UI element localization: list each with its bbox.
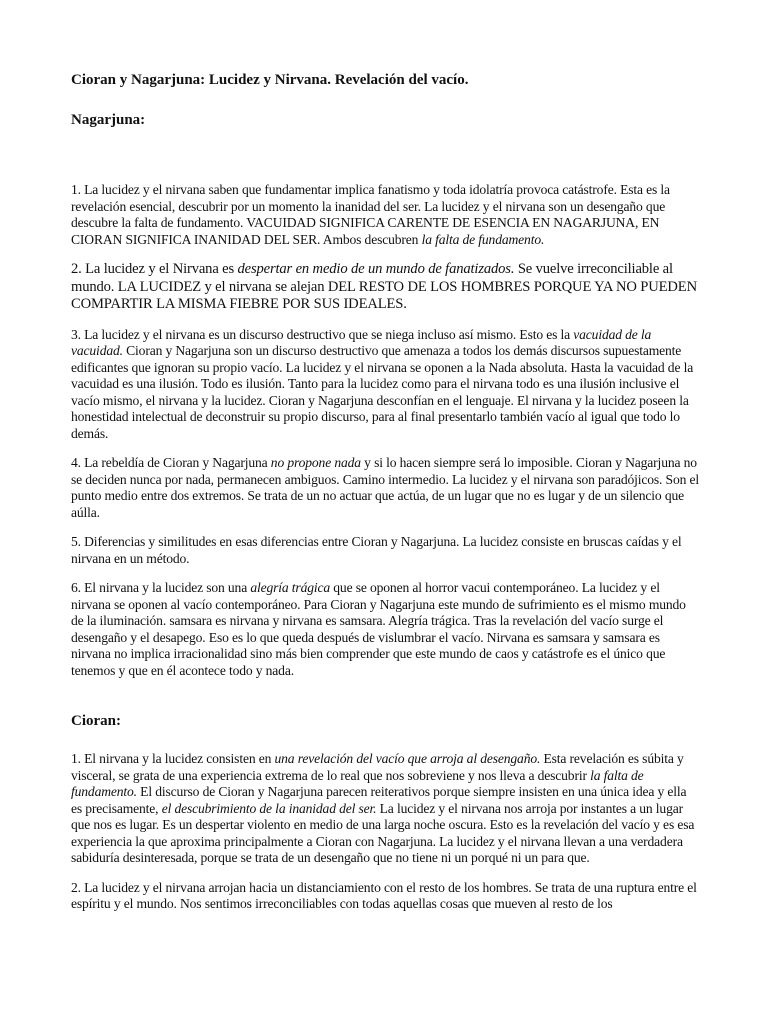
italic-phrase: una revelación del vacío que arroja al desengaño. [274,751,541,766]
text-segment: El discurso de Cioran y Nagarjuna parecen reiterativos porque siempre insisten en una única idea y ella es precisamente, [71,784,687,816]
text-segment: 2. La lucidez y el nirvana arrojan hacia un distanciamiento con el resto de los hombres. Se trata de una ruptura entre el espíritu y el mundo. Nos sentimos irreconciliables con todas aquellas cosas que mueven al resto de los [71,879,697,911]
paragraph-n3 [71,327,699,443]
document-title: Cioran y Nagarjuna: Lucidez y Nirvana. Revelación del vacío. [71,72,469,88]
paragraph-c2 [71,880,699,913]
text-segment: Se vuelve irreconciliable al mundo. LA LUCIDEZ y el nirvana se alejan DEL RESTO DE LOS HOMBRES PORQUE YA NO PUEDEN COMPARTIR LA MISMA FIEBRE POR SUS IDEALES. [71,261,697,312]
text-segment: 2. La lucidez y el Nirvana es [71,261,238,277]
italic-phrase: alegría trágica [250,580,331,595]
italic-phrase: despertar en medio de un mundo de fanatizados. [237,261,515,277]
document-page [71,70,699,913]
section-heading-nagarjuna: Nagarjuna: [71,112,146,128]
paragraph-c1 [71,751,699,867]
italic-phrase: la falta de fundamento. [71,767,644,799]
italic-phrase: el descubrimiento de la inanidad del ser. [161,800,377,816]
text-segment: Esta revelación es súbita y visceral, se grata de una experiencia extrema de lo real que nos sobreviene y nos lleva a descubrir [71,751,684,783]
text-segment: que se oponen al horror vacui contemporáneo. La lucidez y el nirvana se oponen al vacío contemporáneo. Para Cioran y Nagarjuna este mundo de sufrimiento es el mismo mundo de la iluminación. samsara es nirvana y nirvana es samsara. Alegría trágica. Tras la revelación del vacío surge el desengaño y el desapego. Eso es lo que queda después de vislumbrar el vacío. Nirvana es samsara y samsara es nirvana no implica irracionalidad sino más bien comprender que este mundo de caos y catástrofe es el único que tenemos y que en él acontece todo y nada. [71,580,686,678]
italic-phrase: la falta de fundamento. [421,231,545,247]
italic-phrase: vacuidad de la vacuidad. [71,326,652,358]
paragraph-n5 [71,534,699,567]
text-segment: 5. Diferencias y similitudes en esas diferencias entre Cioran y Nagarjuna. La lucidez consiste en bruscas caídas y el nirvana en un método. [71,534,682,566]
text-segment: 1. El nirvana y la lucidez consisten en [71,751,275,766]
text-segment: 1. La lucidez y el nirvana saben que fundamentar implica fanatismo y toda idolatría provoca catástrofe. Esta es la revelación esencial, descubrir por un momento la inanidad del ser. La lucidez y el nirvana son un desengaño que descubre la falta de fundamento. VACUIDAD SIGNIFICA CARENTE DE ESENCIA EN NAGARJUNA, EN CIORAN SIGNIFICA INANIDAD DEL SER. Ambos descubren [71,182,670,247]
text-segment: 6. El nirvana y la lucidez son una [71,580,251,595]
paragraph-n6 [71,580,699,679]
paragraph-n1 [71,182,699,248]
section-heading-cioran: Cioran: [71,713,121,729]
text-segment: La lucidez y el nirvana nos arroja por instantes a un lugar que nos es lugar. Es un despertar violento en medio de una larga noche oscura. Esto es la revelación del vacío y es esa experiencia la que aproxima principalmente a Cioran con Nagarjuna. La lucidez y el nirvana llevan a una verdadera sabiduría desinteresada, porque se trata de un desengaño que no tiene ni un porqué ni un para que. [71,800,695,865]
text-segment: Cioran y Nagarjuna son un discurso destructivo que amenaza a todos los demás discursos supuestamente edificantes que ignoran su propio vacío. La lucidez y el nirvana se oponen a la Nada absoluta. Hasta la vacuidad de la vacuidad es una ilusión. Todo es ilusión. Tanto para la lucidez como para el nirvana todo es una ilusión inclusive el vacío mismo, el nirvana y la lucidez. Cioran y Nagarjuna desconfían en el lenguaje. El nirvana y la lucidez poseen la honestidad intelectual de deconstruir su propio discurso, para al final presentarlo también vacío al igual que todo lo demás. [71,343,694,441]
text-segment: y si lo hacen siempre será lo imposible. Cioran y Nagarjuna no se deciden nunca por nada, permanecen ambiguos. Camino intermedio. La lucidez y el nirvana son paradójicos. Son el punto medio entre dos extremos. Se trata de un no actuar que actúa, de un lugar que no es lugar y de un silencio que aúlla. [71,455,700,520]
paragraph-n4 [71,455,699,521]
text-segment: 4. La rebeldía de Cioran y Nagarjuna [71,455,271,470]
italic-phrase: no propone nada [270,455,361,470]
text-segment: 3. La lucidez y el nirvana es un discurso destructivo que se niega incluso así mismo. Esto es la [71,326,574,342]
paragraph-n2 [71,261,699,314]
